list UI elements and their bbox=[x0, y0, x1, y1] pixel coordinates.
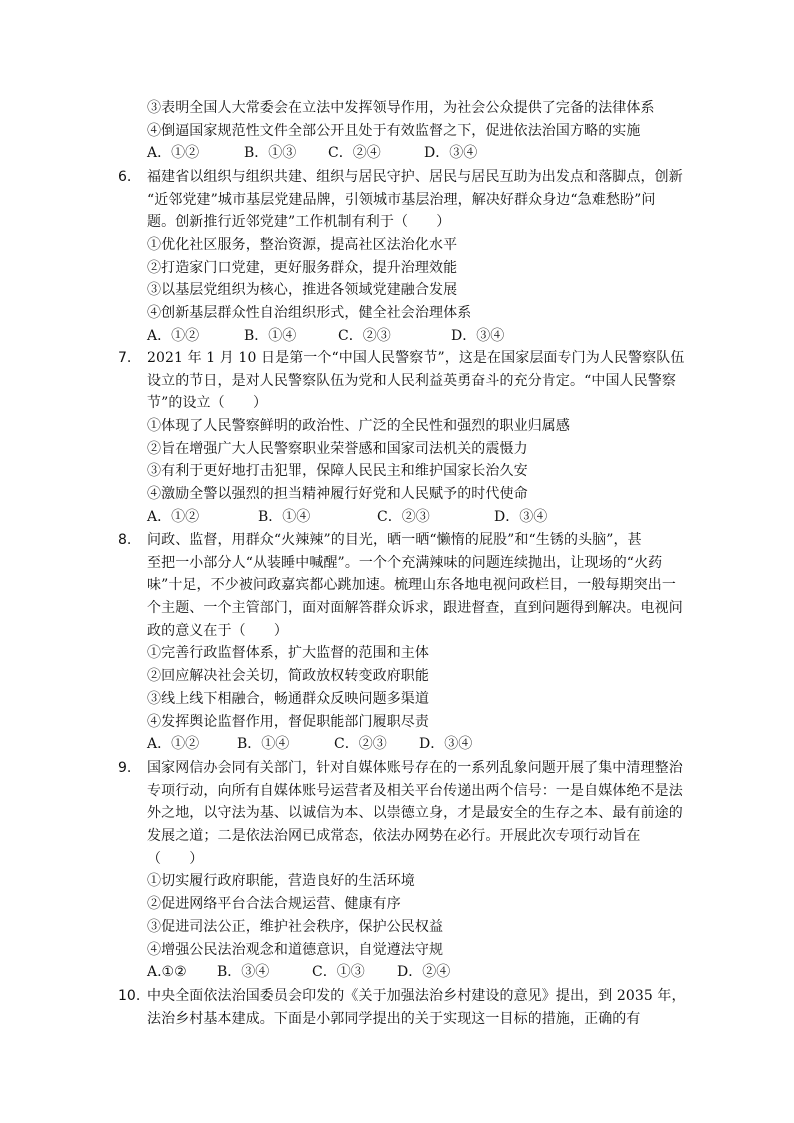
option-line: ③有利于更好地打击犯罪，保障人民民主和维护国家长治久安 bbox=[147, 463, 528, 480]
choice-b: B．①④ bbox=[237, 736, 290, 753]
stem-line: 味”十足，不少被问政嘉宾都心跳加速。梳理山东各地电视问政栏目，一般每期突出一 bbox=[147, 577, 676, 594]
option-line: ②促进网络平台合法合规运营、健康有序 bbox=[147, 896, 401, 913]
option-line: ③促进司法公正，维护社会秩序，保护公民权益 bbox=[147, 918, 444, 935]
stem-line: 发展之道；二是依法治网已成常态，依法办网势在必行。开展此次专项行动旨在 bbox=[147, 828, 641, 845]
stem-line: 国家网信办会同有关部门，针对自媒体账号存在的一系列乱象问题开展了集中清理整治 bbox=[147, 760, 683, 776]
stem-line: 政的意义在于（ ） bbox=[147, 622, 288, 639]
option-line: ③以基层党组织为核心，推进各领域党建融合发展 bbox=[147, 282, 458, 299]
choice-d: D．③④ bbox=[419, 736, 473, 753]
choice-d: D．③④ bbox=[424, 145, 478, 162]
stem-line: （ ） bbox=[147, 850, 204, 867]
choice-a: A．①② bbox=[147, 736, 200, 753]
choice-a: A．①② bbox=[147, 145, 200, 162]
choice-d: D．③④ bbox=[494, 508, 548, 525]
option-line: ④增强公民法治观念和道德意识，自觉遵法守规 bbox=[147, 941, 444, 958]
stem-line: 福建省以组织与组织共建、组织与居民守护、居民与居民互助为出发点和落脚点，创新 bbox=[147, 169, 683, 185]
choice-a: A．①② bbox=[147, 508, 200, 525]
choice-d: D．②④ bbox=[397, 964, 451, 981]
answer-choices bbox=[147, 325, 687, 348]
stem-line: 法治乡村基本建成。下面是小郭同学提出的关于实现这一目标的措施，正确的有 bbox=[147, 1010, 641, 1027]
option-line: ②旨在增强广大人民警察职业荣誉感和国家司法机关的震慑力 bbox=[147, 440, 528, 457]
stem-line: 专项行动，向所有自媒体账号运营者及相关平台传递出两个信号：一是自媒体绝不是法 bbox=[147, 782, 683, 799]
question-number: 8. bbox=[118, 532, 132, 548]
question-number: 7. bbox=[118, 350, 132, 366]
question-number: 9. bbox=[118, 760, 132, 776]
option-line: ④倒逼国家规范性文件全部公开且处于有效监督之下，促进依法治国方略的实施 bbox=[147, 122, 641, 139]
option-line: ②打造家门口党建，更好服务群众，提升治理效能 bbox=[147, 259, 458, 276]
option-line: ①切实履行政府职能，营造良好的生活环境 bbox=[147, 873, 415, 890]
stem-line: 至把一小部分人“从装睡中喊醒”。一个个充满辣味的问题连续抛出，让现场的“火药 bbox=[147, 554, 663, 571]
answer-choices bbox=[147, 506, 687, 529]
choice-b: B．①④ bbox=[244, 327, 297, 344]
question-number: 10. bbox=[118, 988, 141, 1004]
choice-a: A.①② bbox=[147, 964, 187, 981]
question-9 bbox=[147, 757, 687, 984]
choice-c: C．②③ bbox=[338, 327, 391, 344]
stem-line: “近邻党建”城市基层党建品牌，引领城市基层治理，解决好群众身边“急难愁盼”问 bbox=[147, 191, 656, 208]
option-line: ④创新基层群众性自治组织形式，健全社会治理体系 bbox=[147, 305, 472, 322]
stem-line: 节”的设立（ ） bbox=[147, 395, 268, 412]
option-line: ①体现了人民警察鲜明的政治性、广泛的全民性和强烈的职业归属感 bbox=[147, 418, 570, 435]
choice-c: C．②③ bbox=[377, 508, 430, 525]
stem-line: 题。创新推行近邻党建”工作机制有利于（ ） bbox=[147, 214, 451, 231]
question-8 bbox=[147, 529, 687, 756]
option-line: ①完善行政监督体系，扩大监督的范围和主体 bbox=[147, 645, 429, 662]
choice-c: C．①③ bbox=[312, 964, 365, 981]
option-line: ③线上线下相融合，畅通群众反映问题多渠道 bbox=[147, 690, 429, 707]
option-line: ③表明全国人大常委会在立法中发挥领导作用，为社会公众提供了完备的法律体系 bbox=[147, 100, 655, 116]
question-number: 6. bbox=[118, 169, 132, 185]
stem-line: 中央全面依法治国委员会印发的《关于加强法治乡村建设的意见》提出，到 2035 年， bbox=[147, 988, 686, 1004]
stem-line: 设立的节日，是对人民警察队伍为党和人民利益英勇奋斗的充分肯定。“中国人民警察 bbox=[147, 372, 676, 389]
option-line: ②回应解决社会关切，简政放权转变政府职能 bbox=[147, 668, 429, 685]
stem-line: 2021 年 1 月 10 日是第一个“中国人民警察节”，这是在国家层面专门为人民警察队伍 bbox=[147, 350, 685, 366]
answer-choices bbox=[147, 142, 687, 165]
option-line: ④发挥舆论监督作用，督促职能部门履职尽责 bbox=[147, 713, 429, 730]
prev-question-tail bbox=[147, 97, 687, 165]
choice-c: C．②④ bbox=[328, 145, 381, 162]
choice-a: A．①② bbox=[147, 327, 200, 344]
choice-d: D．③④ bbox=[451, 327, 505, 344]
option-line: ①优化社区服务，整治资源，提高社区法治化水平 bbox=[147, 237, 458, 254]
choice-b: B．①④ bbox=[258, 508, 311, 525]
stem-line: 外之地，以守法为基、以诚信为本、以崇德立身，才是最安全的生存之本、最有前途的 bbox=[147, 805, 683, 822]
answer-choices bbox=[147, 733, 687, 756]
choice-b: B．③④ bbox=[217, 964, 270, 981]
answer-choices bbox=[147, 961, 687, 984]
choice-b: B．①③ bbox=[244, 145, 297, 162]
stem-line: 个主题、一个主管部门，面对面解答群众诉求，跟进督查，直到问题得到解决。电视问 bbox=[147, 600, 683, 617]
question-7 bbox=[147, 347, 687, 529]
question-10 bbox=[147, 985, 687, 1030]
question-6 bbox=[147, 166, 687, 348]
option-line: ④激励全警以强烈的担当精神履行好党和人民赋予的时代使命 bbox=[147, 486, 528, 503]
stem-line: 问政、监督，用群众“火辣辣”的目光，晒一晒“懒惰的屁股”和“生锈的头脑”，甚 bbox=[147, 532, 642, 548]
choice-c: C．②③ bbox=[334, 736, 387, 753]
